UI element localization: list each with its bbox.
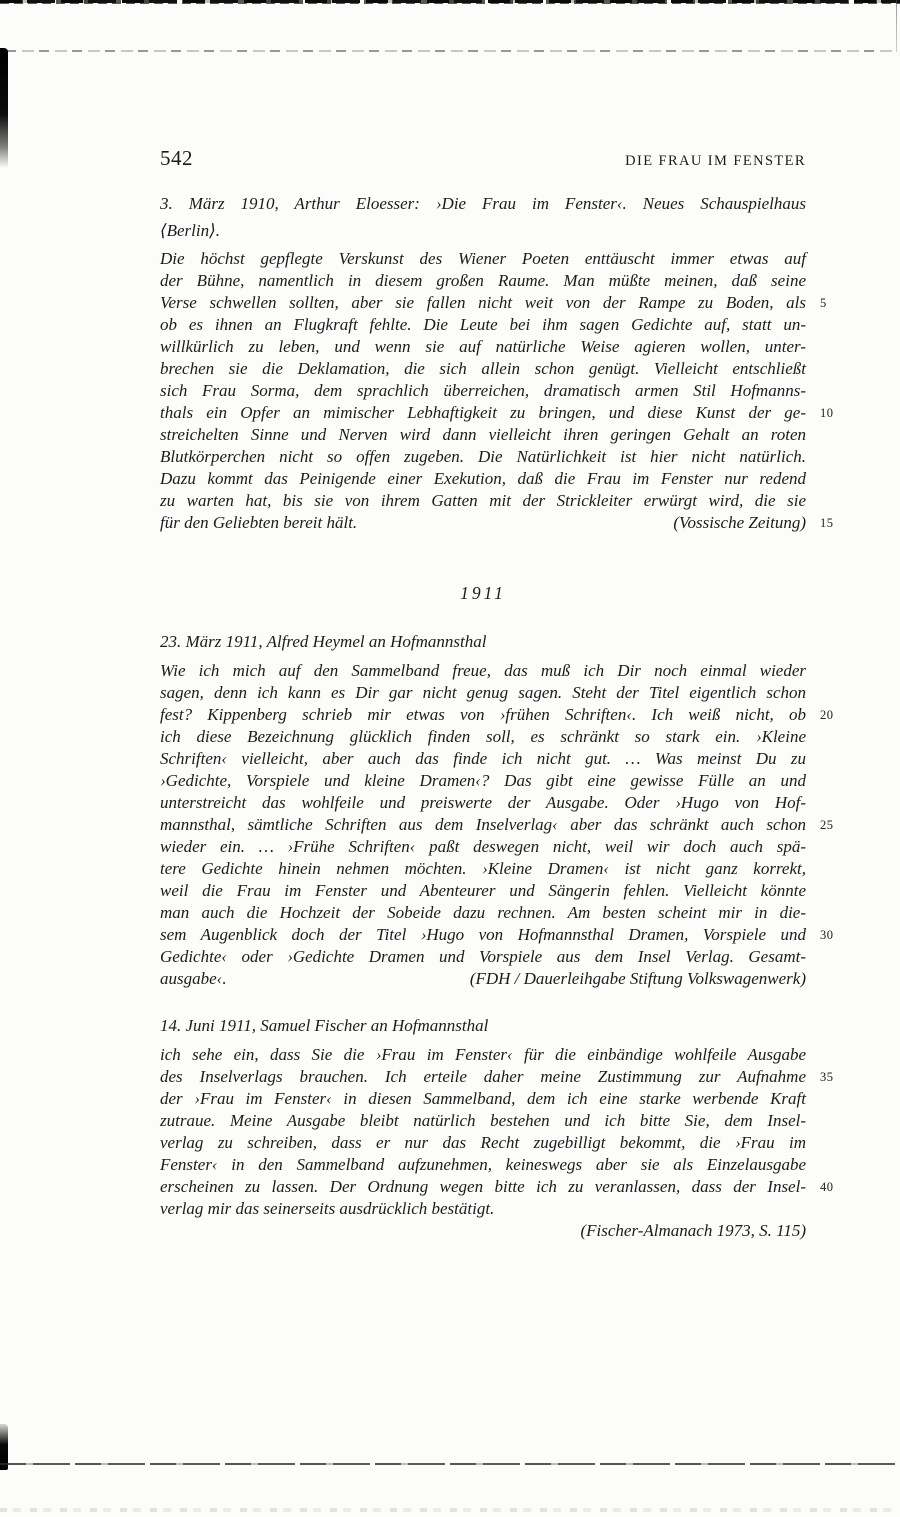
text-line [160,1015,806,1037]
text-line [160,424,806,446]
text-line [160,1176,834,1198]
text-line-content: sem Augenblick doch der Titel ›Hugo von Hofmannsthal Dramen, Vorspiele und [160,925,806,944]
text-line-content: Die höchst gepflegte Verskunst des Wiener Poeten enttäuscht immer etwas auf [160,249,806,268]
text-line-content: man auch die Hochzeit der Sobeide dazu rechnen. Am besten scheint mir in die- [160,903,806,922]
text-line [160,1198,806,1220]
text-line [160,446,806,468]
text-line-content: 23. März 1911, Alfred Heymel an Hofmannsthal [160,632,487,651]
text-line-content: 14. Juni 1911, Samuel Fischer an Hofmannsthal [160,1016,489,1035]
text-line [160,190,806,217]
text-line-content: Verse schwellen sollten, aber sie fallen nicht weit von der Rampe zu Boden, als [160,293,806,312]
margin-line-number: 10 [820,406,834,420]
text-line-content: verlag mir das seinerseits ausdrücklich bestätigt. [160,1199,495,1218]
text-line [160,726,806,748]
text-line-content: willkürlich zu leben, und wenn sie auf natürliche Weise agieren wollen, unter- [160,337,806,356]
entry-3-heading [160,1015,806,1037]
text-line [160,968,806,990]
scan-artifact-left-margin-mark-top [0,48,8,168]
text-line [160,631,806,653]
scan-artifact-dashed-rule-top [6,50,896,52]
text-line-content: ich diese Bezeichnung glücklich finden soll, es schränkt so stark ein. ›Kleine [160,727,806,746]
scan-artifact-right-corner-line [896,0,897,52]
text-line [160,748,806,770]
text-line-content: zu warten hat, bis sie von ihrem Gatten mit der Strickleiter erwürgt wird, die sie [160,491,806,510]
text-line-content: 3. März 1910, Arthur Eloesser: ›Die Frau im Fenster‹. Neues Schauspielhaus [160,194,806,213]
text-line-content: ich sehe ein, dass Sie die ›Frau im Fenster‹ für die einbändige wohlfeile Ausgabe [160,1045,806,1064]
text-line-content: brechen sie die Deklamation, die sich allein schon genügt. Vielleicht entschließt [160,359,806,378]
text-line [160,248,806,270]
text-line-content: streichelten Sinne und Nerven wird dann vielleicht ihren geringen Gehalt an roten [160,425,806,444]
text-line [160,512,834,534]
text-line [160,468,806,490]
text-line-content: fest? Kippenberg schrieb mir etwas von ›frühen Schriften‹. Ich weiß nicht, ob [160,705,806,724]
text-line-content: Fenster‹ in den Sammelband aufzunehmen, keineswegs aber sie als Einzelausgabe [160,1155,806,1174]
page-header [160,146,806,171]
text-line-content: Blutkörperchen nicht so offen zugeben. Die Natürlichkeit ist hier nicht natürlich. [160,447,806,466]
entry-2-body [160,660,834,990]
text-line-content: unterstreicht das wohlfeile und preiswerte der Ausgabe. Oder ›Hugo von Hof- [160,793,806,812]
text-line-content: thals ein Opfer an mimischer Lebhaftigkeit zu bringen, und diese Kunst der ge- [160,403,806,422]
text-line-content: zutraue. Meine Ausgabe bleibt natürlich bestehen und ich bitte Sie, dem Insel- [160,1111,806,1130]
text-line-content: der ›Frau im Fenster‹ in diesen Sammelband, dem ich eine starke werbende Kraft [160,1089,806,1108]
text-line-content: Gedichte‹ oder ›Gedichte Dramen und Vorspiele aus dem Insel Verlag. Gesamt- [160,947,806,966]
text-line [160,1132,806,1154]
text-line [160,704,834,726]
text-line [160,1088,806,1110]
text-line-content: sich Frau Sorma, dem sprachlich überreichen, dramatisch armen Stil Hofmanns- [160,381,806,400]
running-head: DIE FRAU IM FENSTER [625,153,806,169]
text-line [160,902,806,924]
text-line-content: weil die Frau im Fenster und Abenteurer und Sängerin fehlen. Vielleicht könnte [160,881,806,900]
margin-line-number: 40 [820,1180,834,1194]
margin-line-number: 25 [820,818,834,832]
scan-artifact-left-margin-mark-bottom [0,1424,8,1470]
text-line [160,946,806,968]
text-line-content: ob es ihnen an Flugkraft fehlte. Die Leute bei ihm sagen Gedichte auf, statt un- [160,315,806,334]
text-line-content: ›Gedichte, Vorspiele und kleine Dramen‹? Das gibt eine gewisse Fülle an und [160,771,806,790]
text-line [160,217,806,244]
margin-line-number: 20 [820,708,834,722]
text-line-content: Wie ich mich auf den Sammelband freue, das muß ich Dir noch einmal wieder [160,661,806,680]
text-line [160,490,806,512]
text-line [160,792,806,814]
text-line-content: sagen, denn ich kann es Dir gar nicht genug sagen. Steht der Titel eigentlich schon [160,683,806,702]
text-line [160,924,834,946]
text-line-content: Schriften‹ vielleicht, aber auch das finde ich nicht gut. … Was meinst Du zu [160,749,806,768]
margin-line-number: 35 [820,1070,834,1084]
text-line [160,660,806,682]
entry-1-heading [160,190,806,244]
text-line [160,836,806,858]
text-line [160,358,806,380]
page-number: 542 [160,146,193,170]
scan-artifact-bottom-speckles [0,1508,900,1512]
text-line [160,880,806,902]
text-line-content: des Inselverlags brauchen. Ich erteile daher meine Zustimmung zur Aufnahme [160,1067,806,1086]
section-year-heading: 1911 [460,583,506,603]
text-line [160,270,806,292]
text-line-content: tere Gedichte hinein nehmen möchten. ›Kleine Dramen‹ ist nicht ganz korrekt, [160,859,806,878]
text-line-content: ⟨Berlin⟩. [160,221,221,240]
attribution: (Fischer-Almanach 1973, S. 115) [580,1221,806,1240]
entry-1-body [160,248,834,534]
text-line [160,1110,806,1132]
text-line-content: wieder ein. … ›Frühe Schriften‹ paßt deswegen nicht, weil wir doch auch spä- [160,837,806,856]
text-line [160,770,806,792]
scan-artifact-dashed-rule-bottom [0,1463,900,1465]
attribution: (FDH / Dauerleihgabe Stiftung Volkswagenwerk) [469,969,806,988]
text-line [160,402,834,424]
margin-line-number: 30 [820,928,834,942]
text-line [160,1044,806,1066]
text-line-content: Dazu kommt das Peinigende einer Exekution, daß die Frau im Fenster nur redend [160,469,806,488]
text-line [160,314,806,336]
text-line [160,814,834,836]
text-line-content: mannsthal, sämtliche Schriften aus dem Inselverlag‹ aber das schränkt auch schon [160,815,806,834]
text-line-content: für den Geliebten bereit hält. [160,513,358,532]
text-line-content: verlag zu schreiben, dass er nur das Recht zugebilligt bekommt, die ›Frau im [160,1133,806,1152]
attribution: (Vossische Zeitung) [673,513,806,532]
text-line [160,1154,806,1176]
text-line [160,1066,834,1088]
text-line [160,682,806,704]
text-line-content: der Bühne, namentlich in diesem großen Raume. Man müßte meinen, daß seine [160,271,806,290]
text-line [160,336,806,358]
entry-2-heading [160,631,806,653]
entry-3-body [160,1044,834,1242]
text-line [160,1220,806,1242]
margin-line-number: 5 [820,296,827,310]
text-line [160,292,827,314]
scan-artifact-top-edge [0,0,900,4]
text-line-content: ausgabe‹. [160,969,227,988]
text-line-content: erscheinen zu lassen. Der Ordnung wegen bitte ich zu veranlassen, dass der Insel- [160,1177,806,1196]
text-line [160,380,806,402]
text-line [160,858,806,880]
margin-line-number: 15 [820,516,834,530]
